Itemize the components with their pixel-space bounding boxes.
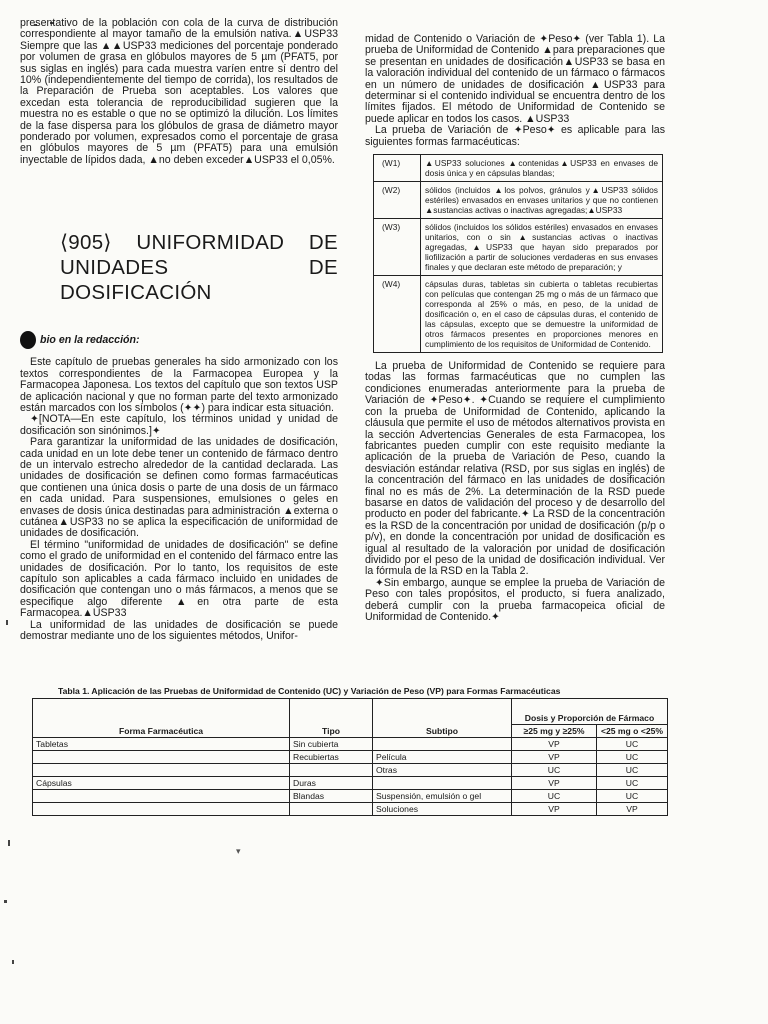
table-row [33,764,668,777]
w-code: (W4) [374,276,421,353]
weight-variation-table [373,154,663,353]
cell-ge25: VP [512,738,597,751]
table-row [33,803,668,816]
table-row [33,777,668,790]
body-paragraph: El término "uniformidad de unidades de dosificación" se define como el grado de uniformidad en el contenido del fármaco entre las unidades de dosificación. Por lo tanto, los requisitos de este capítulo son aplicables a cada fármaco incluido en unidades de dosificación que contengan uno o más fármacos, a menos que se especifique algo diferente ▲en otra parte de esta Farmacopea.▲USP33 [20,538,338,620]
table-row [374,182,663,219]
w-code: (W3) [374,219,421,276]
cell-ge25: VP [512,777,597,790]
header-forma: Forma Farmacéutica [33,699,290,738]
table-row [33,790,668,803]
table-row [33,751,668,764]
w-text: sólidos (incluidos los sólidos estériles) envasados en envases unitarios, con o sin ▲sustancias activas o inactivas agregadas,▲USP33 que hayan sido preparados por liofilización a partir de soluciones verdaderas en sus envases finales y que declaran este método de preparación; y [421,219,663,276]
cell-subtipo: Película [373,751,512,764]
cell-subtipo: Suspensión, emulsión o gel [373,790,512,803]
table-row [374,276,663,353]
ink-blot-icon [20,331,36,349]
w-text: sólidos (incluidos ▲los polvos, gránulos y▲USP33 sólidos estériles) envasados en envases unitarios y que no contienen ▲sustancias activas o inactivas agregadas;▲USP33 [421,182,663,219]
cell-forma [33,803,290,816]
cell-subtipo: Otras [373,764,512,777]
cell-forma [33,790,290,803]
table-caption: Tabla 1. Aplicación de las Pruebas de Uniformidad de Contenido (UC) y Variación de Peso (VP) para Formas Farmacéuticas [58,686,561,696]
cell-tipo: Sin cubierta [290,738,373,751]
body-paragraph: La prueba de Variación de ✦Peso✦ es aplicable para las siguientes formas farmacéuticas: [365,124,665,148]
scan-speck [12,960,14,964]
intro-paragraph: presentativo de la población con cola de la curva de distribución correspondiente al mayor tamaño de la emulsión nativa.▲USP33 Siempre que las ▲▲USP33 mediciones del porcentaje ponderado por volumen de grasa en glóbulos mayores de 5 µm (PFAT5, por sus siglas en inglés) para cada muestra varíen entre sí dentro del 10% (independientemente del tiempo de corrida), los resultados de la Preparación de Prueba son aceptables. Los valores que excedan esta tolerancia de reproducibilidad sugieren que la muestra no es estable o que no se optimizó la dilución. Los límites de la fase dispersa para los glóbulos de grasa de diámetro mayor ponderado por volumen, expresados como el porcentaje de grasa en glóbulos mayores de 5 µm (PFAT5) para una emulsión inyectable de lípidos dada, ▲no deben exceder▲USP33 el 0,05%. [20,17,338,166]
cell-tipo: Blandas [290,790,373,803]
left-column [20,18,338,642]
chapter-title: ⟨905⟩ UNIFORMIDAD DE UNIDADES DE DOSIFICACIÓN [60,231,338,305]
cell-forma: Tabletas [33,738,290,751]
table-header-row [33,699,668,725]
header-subtipo: Subtipo [373,699,512,738]
cell-subtipo: Soluciones [373,803,512,816]
header-ge25: ≥25 mg y ≥25% [512,725,597,738]
cell-lt25: UC [597,738,668,751]
cell-tipo: Recubiertas [290,751,373,764]
cell-lt25: UC [597,777,668,790]
cell-lt25: UC [597,764,668,777]
cell-forma: Cápsulas [33,777,290,790]
header-tipo: Tipo [290,699,373,738]
body-paragraph: ✦Sin embargo, aunque se emplee la prueba de Variación de Peso con tales propósitos, el producto, si fuera analizado, deberá cumplir con la prueba farmacopeica oficial de Uniformidad de Contenido.✦ [365,576,665,623]
scan-speck [8,840,10,846]
cell-forma [33,751,290,764]
body-paragraph: Para garantizar la uniformidad de las unidades de dosificación, cada unidad en un lote debe tener un contenido de fármaco dentro de un intervalo estrecho alrededor de la cantidad declarada. Las unidades de dosificación se definen como formas farmacéuticas que contienen una única dosis o parte de una dosis de un fármaco en cada unidad. Para suspensiones, emulsiones o geles en envases de dosis única destinadas para administración ▲externa o cutánea▲USP33 no se aplica la especificación de uniformidad de unidades de dosificación. [20,436,338,540]
scan-speck [6,620,8,625]
body-paragraph: La uniformidad de las unidades de dosificación se puede demostrar mediante uno de los siguientes métodos, Unifor- [20,618,338,643]
header-dosis: Dosis y Proporción de Fármaco [512,699,668,725]
cell-lt25: VP [597,803,668,816]
w-code: (W1) [374,155,421,182]
cell-ge25: VP [512,751,597,764]
cell-ge25: VP [512,803,597,816]
cell-forma [33,764,290,777]
body-paragraph: La prueba de Uniformidad de Contenido se requiere para todas las formas farmacéuticas que no cumplen las condiciones enumeradas anteriormente para la prueba de Variación de ✦Peso✦. ✦Cuando se requiere el cumplimiento con la prueba de Uniformidad de Contenido, aplicando la cláusula que permite el uso de métodos alternativos provista en la sección Advertencias Generales de esta Farmacopea, los fabricantes pueden cumplir con este requisito mediante la aplicación de la prueba de Variación de Peso, cuando la desviación estándar relativa (RSD, por sus siglas en inglés) de la concentración del fármaco en las unidades de dosificación final no es más de 2%. La determinación de la RSD puede basarse en datos de validación del proceso y de desarrollo del producto en poder del fabricante.✦ La RSD de la concentración es la RSD de la concentración por unidad de dosificación (p/p o p/v), en donde la concentración por unidad de dosificación es igual al resultado de la valoración por unidad de dosificación dividido por el peso de la unidad de dosificación individual. Ver la fórmula de la RSD en la Tabla 2. [365,360,665,578]
cell-subtipo [373,738,512,751]
cell-tipo [290,803,373,816]
w-text: cápsulas duras, tabletas sin cubierta o tabletas recubiertas con películas que contengan 25 mg o más de un fármaco que corresponda al 25% o más, en peso, de la unidad de dosificación o, en el caso de cápsulas duras, el contenido de las cápsulas, excepto que se demuestre la uniformidad de otros fármacos presentes en proporciones menores en cumplimiento de los requisitos de Uniformidad de Contenido. [421,276,663,353]
note-paragraph: ✦[NOTA—En este capítulo, los términos unidad y unidad de dosificación son sinónimos.]✦ [20,413,338,437]
cell-ge25: UC [512,764,597,777]
body-paragraph: midad de Contenido o Variación de ✦Peso✦ (ver Tabla 1). La prueba de Uniformidad de Contenido ▲para preparaciones que se presentan en unidades de dosificación▲USP33 se basa en la valoración individual del contenido de un fármaco o fármacos en un número de unidades de dosificación ▲USP33 para determinar si el contenido individual se encuentra dentro de los límites fijados. El método de Uniformidad de Contenido se puede aplicar en todos los casos. ▲USP33 [365,33,665,125]
uniformity-table [32,698,668,816]
table-row [374,155,663,182]
cell-tipo: Duras [290,777,373,790]
change-heading [20,331,338,349]
cell-ge25: UC [512,790,597,803]
scan-speck [4,900,7,903]
table-1 [32,686,668,816]
cell-lt25: UC [597,790,668,803]
header-lt25: <25 mg o <25% [597,725,668,738]
table-row [33,738,668,751]
table-row [374,219,663,276]
scan-mark: ▾ [236,846,241,856]
w-text: ▲USP33 soluciones ▲contenidas▲USP33 en envases de dosis única y en cápsulas blandas; [421,155,663,182]
body-paragraph: Este capítulo de pruebas generales ha sido armonizado con los textos correspondientes de la Farmacopea Europea y la Farmacopea Japonesa. Los textos del capítulo que son textos USP de aplicación nacional y que no forman parte del texto armonizado están marcados con los símbolos (✦✦) para indicar esta situación. [20,356,338,414]
w-code: (W2) [374,182,421,219]
cell-subtipo [373,777,512,790]
right-column [365,34,665,623]
change-label: bio en la redacción: [40,334,140,347]
cell-tipo [290,764,373,777]
cell-lt25: UC [597,751,668,764]
